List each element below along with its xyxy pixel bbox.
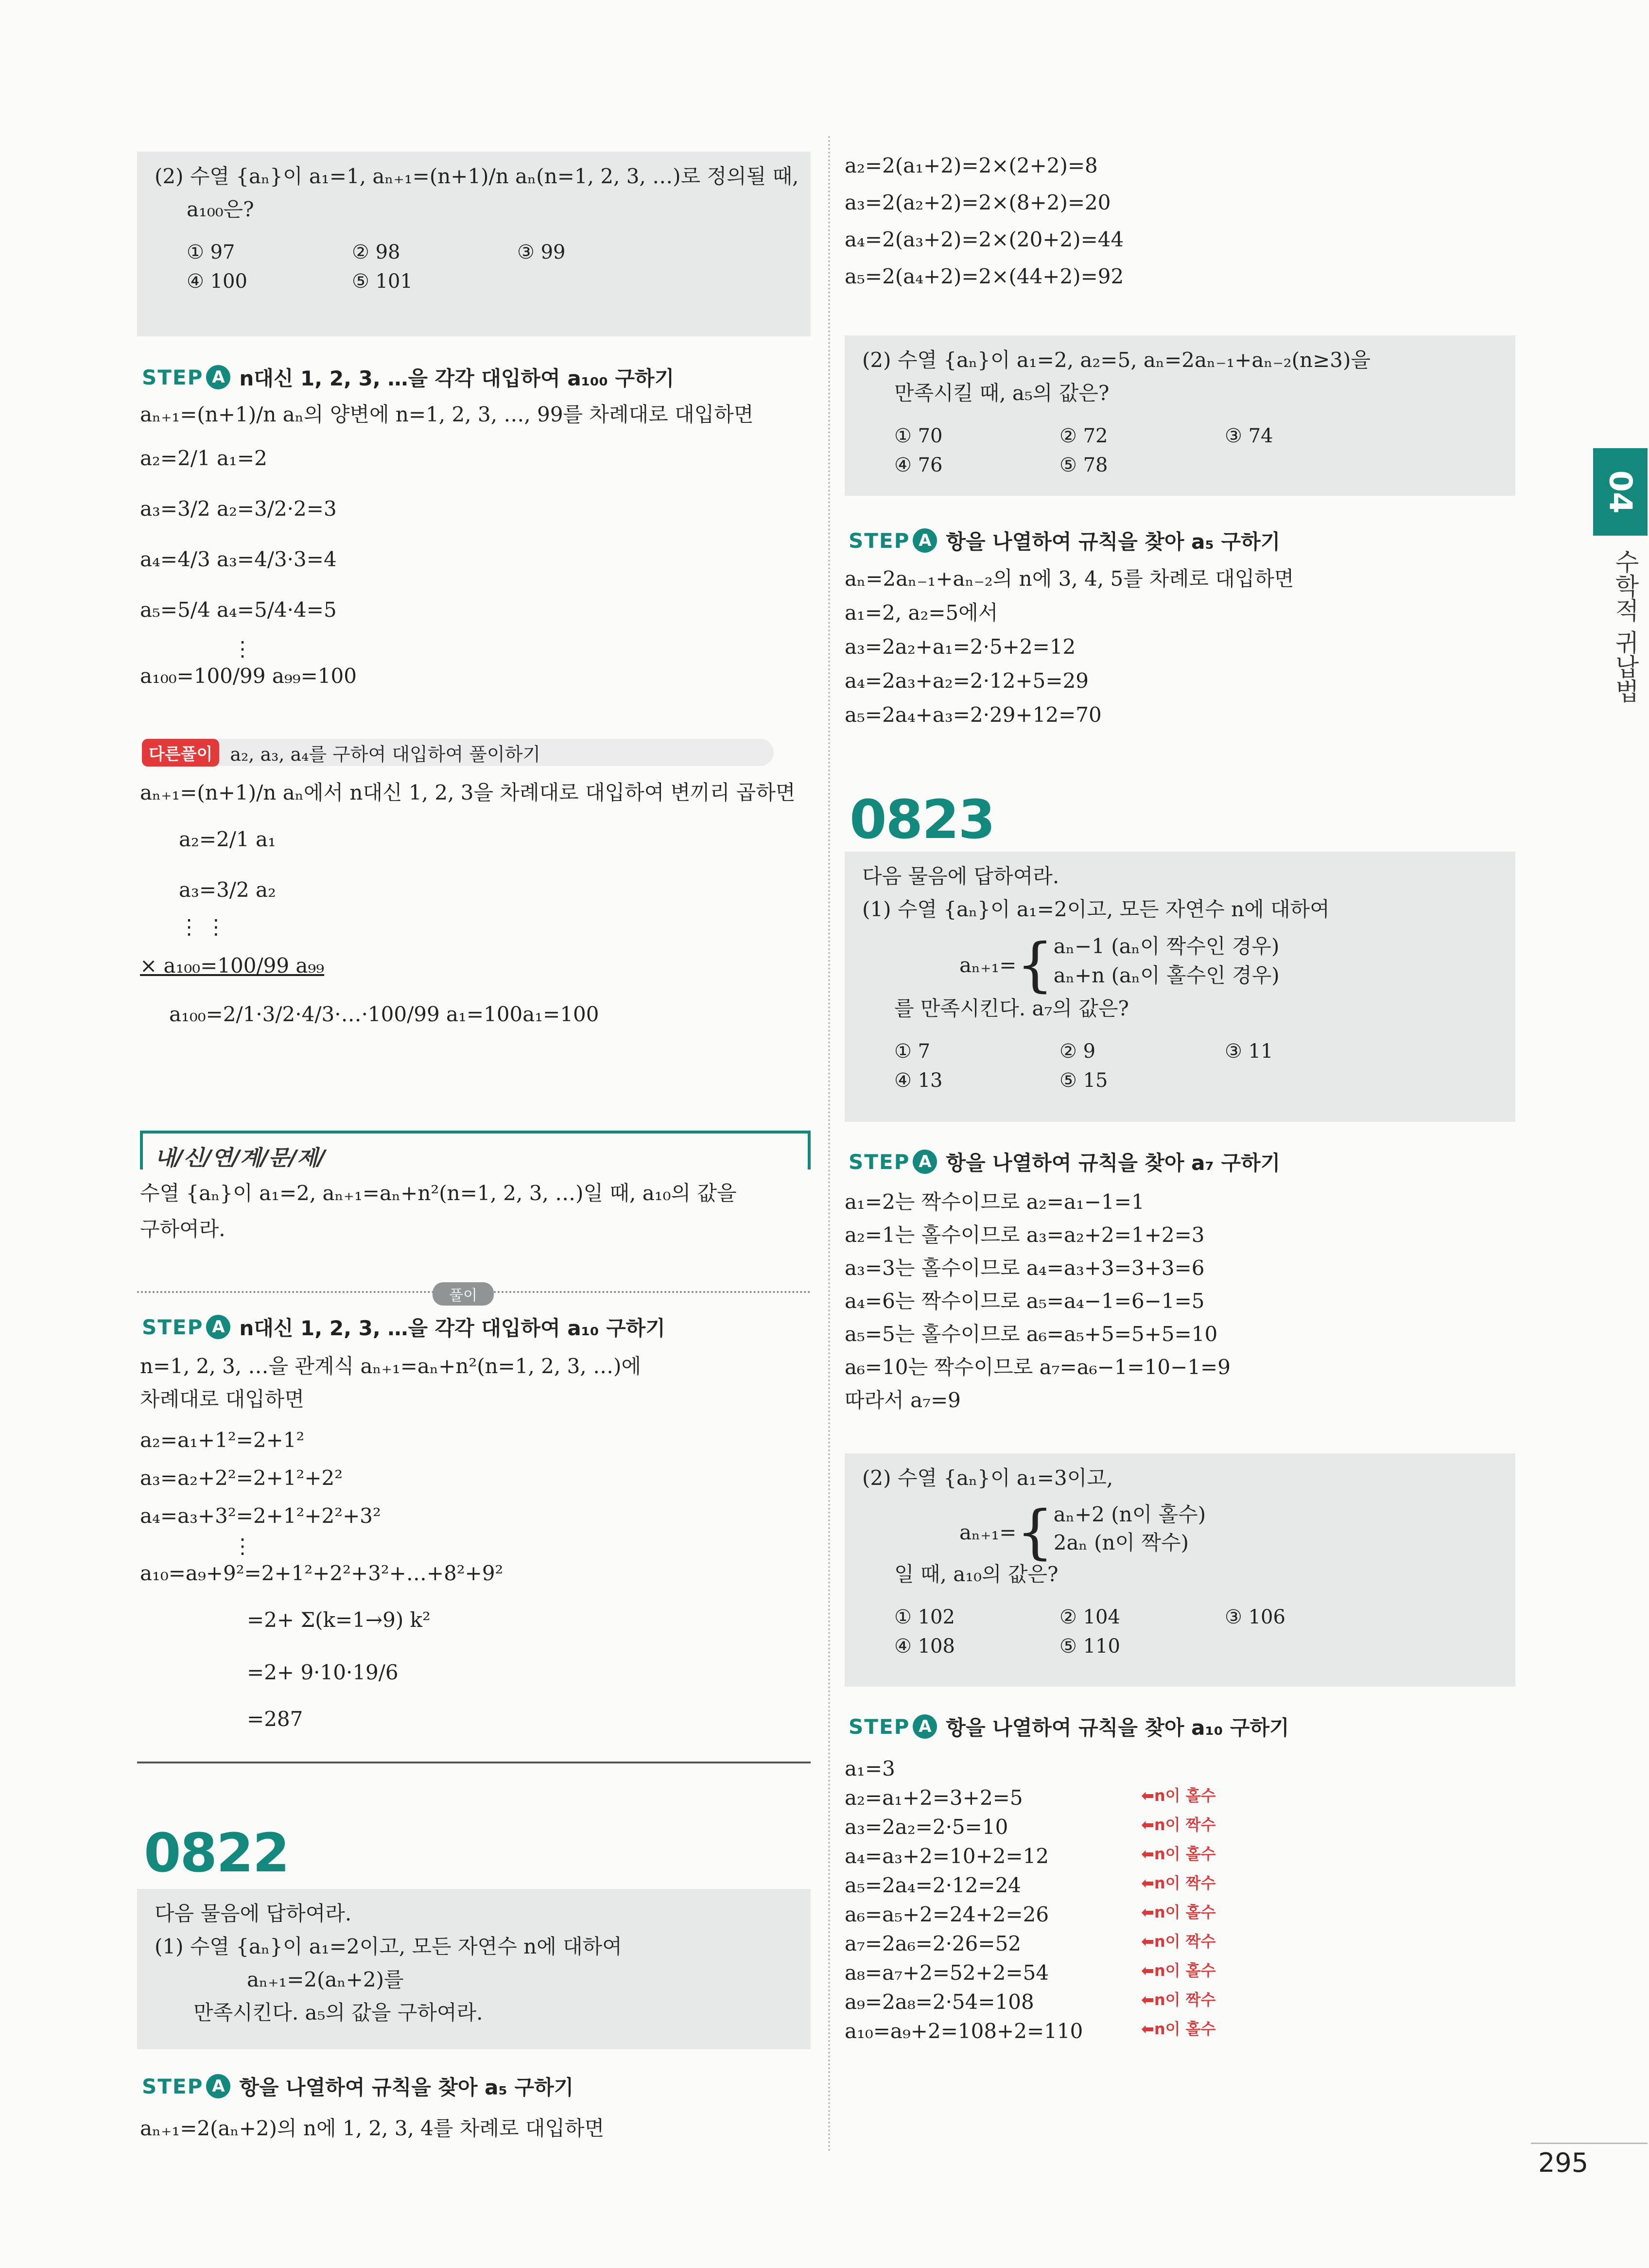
brace-icon: {: [1016, 1499, 1054, 1566]
piecewise-lhs: aₙ₊₁=: [959, 1520, 1017, 1544]
step-text: n대신 1, 2, 3, …을 각각 대입하여 a₁₀₀ 구하기: [239, 366, 675, 390]
q2-line2: a₁₀₀은?: [187, 197, 254, 221]
naesin-frame: [140, 1131, 811, 1169]
problem-box-q2b: [845, 1453, 1515, 1687]
step-heading: [849, 1147, 1280, 1176]
option[interactable]: ③ 99: [517, 241, 566, 263]
equation: a₄=a₃+2=10+2=12: [845, 1844, 1049, 1868]
alt-solution-text: a₂, a₃, a₄를 구하여 대입하여 풀이하기: [230, 743, 541, 765]
q2-line1: (2) 수열 {aₙ}이 a₁=1, aₙ₊₁=(n+1)/n aₙ(n=1, 2, 3, …)로 정의될 때,: [155, 164, 799, 188]
parity-note: ⬅n이 홀수: [1141, 2020, 1216, 2038]
step-badge: A: [206, 365, 230, 389]
option[interactable]: ③ 74: [1225, 425, 1273, 447]
step-heading: [849, 526, 1280, 555]
problem-number: 0823: [850, 788, 995, 851]
problem-line: aₙ₊₁=2(aₙ+2)를: [247, 1968, 404, 1991]
q2b-options: [862, 1606, 1498, 1657]
option[interactable]: ② 104: [1059, 1606, 1120, 1628]
step-text: 항을 나열하여 규칙을 찾아 a₇ 구하기: [946, 1151, 1281, 1175]
page-number: 295: [1538, 2147, 1589, 2178]
step-heading: [142, 363, 674, 392]
step-text: n대신 1, 2, 3, …을 각각 대입하여 a₁₀ 구하기: [239, 1316, 665, 1340]
option[interactable]: ⑤ 78: [1059, 454, 1108, 476]
chapter-label: 수학적 귀납법: [1611, 549, 1639, 703]
problem-line: 다음 물음에 답하여라.: [155, 1902, 352, 1925]
option[interactable]: ④ 76: [894, 454, 943, 476]
equation: a₆=a₅+2=24+2=26: [845, 1902, 1049, 1926]
solution-badge: 풀이: [433, 1282, 494, 1306]
solution-r1: [845, 569, 1294, 738]
solution-line: a₁₀₀=2/1·3/2·4/3·…·100/99 a₁=100a₁=100: [169, 1002, 599, 1026]
solution-line: a₄=4/3 a₃=4/3·3=4: [140, 547, 337, 571]
option[interactable]: ④ 100: [187, 270, 247, 293]
naesin-question-2: 구하여라.: [140, 1217, 226, 1241]
parity-note: ⬅n이 짝수: [1141, 1932, 1216, 1951]
option[interactable]: ⑤ 15: [1059, 1069, 1108, 1092]
solution-line: =2+ 9·10·19/6: [247, 1660, 399, 1684]
alt-solution-bar: [142, 739, 774, 766]
chapter-number: 04: [1602, 470, 1638, 514]
solution-line: × a₁₀₀=100/99 a₉₉: [140, 954, 325, 977]
step-badge: A: [913, 1714, 937, 1739]
q2-line2: 만족시킬 때, a₅의 값은?: [894, 381, 1110, 405]
problem-line: 를 만족시킨다. a₇의 값은?: [894, 996, 1129, 1020]
problem-box-0822: [137, 1889, 811, 2049]
solution-line: a₃=2(a₂+2)=2×(8+2)=20: [845, 191, 1111, 214]
solution-line: a₂=2/1 a₁=2: [140, 446, 267, 470]
solution-line: a₁₀₀=100/99 a₉₉=100: [140, 664, 357, 688]
alt-solution: [140, 783, 796, 1037]
solution-line: a₃=3는 홀수이므로 a₄=a₃+3=3+3=6: [845, 1256, 1205, 1280]
equation: a₁₀=a₉+2=108+2=110: [845, 2019, 1083, 2043]
solution-line: a₄=2a₃+a₂=2·12+5=29: [845, 669, 1089, 693]
problem-box-q2-right: [845, 335, 1515, 496]
equation: a₈=a₇+2=52+2=54: [845, 1961, 1049, 1985]
table-row: [845, 1788, 1282, 1817]
step-word: STEP: [142, 2074, 204, 2098]
page-number-rule: [1531, 2143, 1648, 2144]
parity-note: ⬅n이 홀수: [1141, 1845, 1216, 1863]
piecewise: [862, 1501, 1498, 1564]
solution-line: ⋮: [232, 637, 253, 661]
case-line: aₙ+n (aₙ이 홀수인 경우): [1053, 963, 1280, 987]
naesin-label: 내/신/연/계/문/제/: [155, 1146, 326, 1170]
solution-line: aₙ=2aₙ₋₁+aₙ₋₂의 n에 3, 4, 5를 차례로 대입하면: [845, 567, 1294, 591]
problem-line: 다음 물음에 답하여라.: [862, 864, 1059, 888]
table-row: [845, 1963, 1282, 1992]
parity-note: ⬅n이 홀수: [1141, 1961, 1216, 1980]
equation: a₁=3: [845, 1757, 895, 1780]
step-text: 항을 나열하여 규칙을 찾아 a₅ 구하기: [946, 530, 1281, 554]
problem-box-q2: [137, 152, 811, 336]
step-word: STEP: [849, 1150, 910, 1174]
table-row: [845, 1934, 1282, 1963]
step-badge: A: [206, 1315, 230, 1339]
q2-options: [155, 241, 793, 293]
table-row: [845, 1904, 1282, 1934]
solution-line: a₄=a₃+3²=2+1²+2²+3²: [140, 1504, 381, 1528]
table-row: [845, 1846, 1282, 1875]
solution-line: n=1, 2, 3, …을 관계식 aₙ₊₁=aₙ+n²(n=1, 2, 3, …)에: [140, 1354, 642, 1378]
option[interactable]: ② 98: [352, 241, 400, 263]
solution-line: ⋮: [232, 1534, 253, 1558]
q2b-line1: (2) 수열 {aₙ}이 a₁=3이고,: [862, 1466, 1113, 1490]
solution-1: [140, 404, 753, 699]
solution-r3: [845, 1759, 1282, 2050]
solution-line: a₁=2는 짝수이므로 a₂=a₁−1=1: [845, 1190, 1145, 1214]
piecewise: [862, 932, 1498, 998]
section-rule: [137, 1762, 811, 1763]
option[interactable]: ② 72: [1059, 425, 1108, 447]
step-text: 항을 나열하여 규칙을 찾아 a₁₀ 구하기: [946, 1716, 1289, 1740]
step-badge: A: [913, 528, 937, 553]
problem-line: (1) 수열 {aₙ}이 a₁=2이고, 모든 자연수 n에 대하여: [862, 897, 1330, 921]
option[interactable]: ③ 106: [1225, 1606, 1285, 1628]
option[interactable]: ⑤ 110: [1059, 1635, 1120, 1657]
parity-note: ⬅n이 짝수: [1141, 1990, 1216, 2009]
step-word: STEP: [142, 365, 204, 389]
solution-line: a₃=3/2 a₂: [179, 878, 276, 902]
case-line: aₙ+2 (n이 홀수): [1053, 1502, 1206, 1526]
step-badge: A: [206, 2074, 230, 2098]
equation: a₃=2a₂=2·5=10: [845, 1815, 1008, 1839]
piecewise-lhs: aₙ₊₁=: [959, 953, 1017, 977]
step-word: STEP: [849, 1714, 910, 1739]
solution-line: a₂=2/1 a₁: [179, 827, 276, 851]
equation: a₂=a₁+2=3+2=5: [845, 1786, 1023, 1810]
table-row: [845, 1992, 1282, 2021]
step-badge: A: [913, 1150, 937, 1174]
parity-note: ⬅n이 짝수: [1141, 1815, 1216, 1834]
parity-note: ⬅n이 짝수: [1141, 1874, 1216, 1892]
solution-line: a₂=1는 홀수이므로 a₃=a₂+2=1+2=3: [845, 1223, 1205, 1247]
solution-line: a₁₀=a₉+9²=2+1²+2²+3²+…+8²+9²: [140, 1561, 503, 1585]
solution-line: a₄=2(a₃+2)=2×(20+2)=44: [845, 227, 1124, 251]
solution-line: a₅=2(a₄+2)=2×(44+2)=92: [845, 264, 1124, 288]
step-word: STEP: [142, 1315, 204, 1339]
solution-line: aₙ₊₁=(n+1)/n aₙ의 양변에 n=1, 2, 3, …, 99를 차례대로 대입하면: [140, 402, 754, 426]
solution-line: a₃=a₂+2²=2+1²+2²: [140, 1466, 343, 1490]
step-heading: [142, 2072, 573, 2101]
solution-top: [845, 156, 1124, 299]
table-row: [845, 1875, 1282, 1904]
case-line: 2aₙ (n이 짝수): [1053, 1531, 1189, 1554]
alt-solution-badge: 다른풀이: [142, 739, 219, 767]
parity-note: ⬅n이 홀수: [1141, 1903, 1216, 1921]
q2b-line2: 일 때, a₁₀의 값은?: [894, 1562, 1059, 1586]
step-heading: [849, 1712, 1289, 1741]
solution-line: a₆=10는 짝수이므로 a₇=a₆−1=10−1=9: [845, 1355, 1231, 1379]
brace-icon: {: [1016, 931, 1054, 999]
table-row: [845, 1817, 1282, 1846]
solution-2: [140, 1356, 641, 1742]
option[interactable]: ① 97: [187, 241, 235, 263]
solution-line: =2+ Σ(k=1→9) k²: [247, 1608, 431, 1632]
solution-line: =287: [247, 1707, 303, 1731]
option[interactable]: ⑤ 101: [352, 270, 413, 293]
solution-line: aₙ₊₁=2(aₙ+2)의 n에 1, 2, 3, 4를 차례로 대입하면: [140, 2116, 605, 2140]
parity-note: ⬅n이 홀수: [1141, 1786, 1216, 1805]
step-heading: [142, 1312, 665, 1342]
solution-r2: [845, 1192, 1231, 1423]
option[interactable]: ① 70: [894, 425, 943, 447]
solution-line: a₁=2, a₂=5에서: [845, 601, 998, 625]
equation: a₉=2a₈=2·54=108: [845, 1990, 1034, 2014]
equation: a₇=2a₆=2·26=52: [845, 1932, 1022, 1955]
option[interactable]: ③ 11: [1225, 1040, 1273, 1063]
table-row: [845, 2021, 1282, 2050]
option[interactable]: ④ 108: [894, 1635, 955, 1657]
solution-line: a₃=3/2 a₂=3/2·2=3: [140, 497, 337, 521]
solution-line: ⋮ ⋮: [179, 915, 226, 939]
solution-line: a₅=2a₄+a₃=2·29+12=70: [845, 703, 1102, 727]
option[interactable]: ④ 13: [894, 1069, 943, 1092]
solution-line: a₃=2a₂+a₁=2·5+2=12: [845, 635, 1076, 659]
chapter-tab[interactable]: [1593, 448, 1648, 536]
solution-line: 따라서 a₇=9: [845, 1388, 961, 1412]
problem-box-0823: [845, 852, 1515, 1122]
solution-line: a₄=6는 짝수이므로 a₅=a₄−1=6−1=5: [845, 1289, 1205, 1313]
step-word: STEP: [849, 528, 910, 553]
solution-line: 차례대로 대입하면: [140, 1387, 304, 1411]
equation: a₅=2a₄=2·12=24: [845, 1873, 1022, 1897]
solution-line: a₂=a₁+1²=2+1²: [140, 1428, 305, 1452]
solution-line: a₂=2(a₁+2)=2×(2+2)=8: [845, 154, 1098, 177]
problem-number: 0822: [144, 1822, 289, 1884]
option[interactable]: ② 9: [1059, 1040, 1096, 1063]
problem-line: 만족시킨다. a₅의 값을 구하여라.: [193, 2001, 483, 2024]
solution-line: aₙ₊₁=(n+1)/n aₙ에서 n대신 1, 2, 3을 차례대로 대입하여 변끼리 곱하면: [140, 781, 796, 804]
q2-options: [862, 425, 1498, 476]
step-text: 항을 나열하여 규칙을 찾아 a₅ 구하기: [239, 2076, 574, 2099]
q2-line1: (2) 수열 {aₙ}이 a₁=2, a₂=5, aₙ=2aₙ₋₁+aₙ₋₂(n≥3)을: [862, 348, 1371, 372]
option[interactable]: ① 7: [894, 1040, 931, 1063]
table-row: [845, 1759, 1282, 1788]
solution-line: a₅=5/4 a₄=5/4·4=5: [140, 598, 337, 622]
naesin-question-1: 수열 {aₙ}이 a₁=2, aₙ₊₁=aₙ+n²(n=1, 2, 3, …)일 때, a₁₀의 값을: [140, 1181, 737, 1205]
case-line: aₙ−1 (aₙ이 짝수인 경우): [1053, 934, 1280, 958]
column-divider: [828, 136, 830, 2153]
solution-line: a₅=5는 홀수이므로 a₆=a₅+5=5+5=10: [845, 1322, 1218, 1346]
problem-line: (1) 수열 {aₙ}이 a₁=2이고, 모든 자연수 n에 대하여: [155, 1935, 622, 1958]
problem-options: [862, 1040, 1498, 1092]
option[interactable]: ① 102: [894, 1606, 955, 1628]
